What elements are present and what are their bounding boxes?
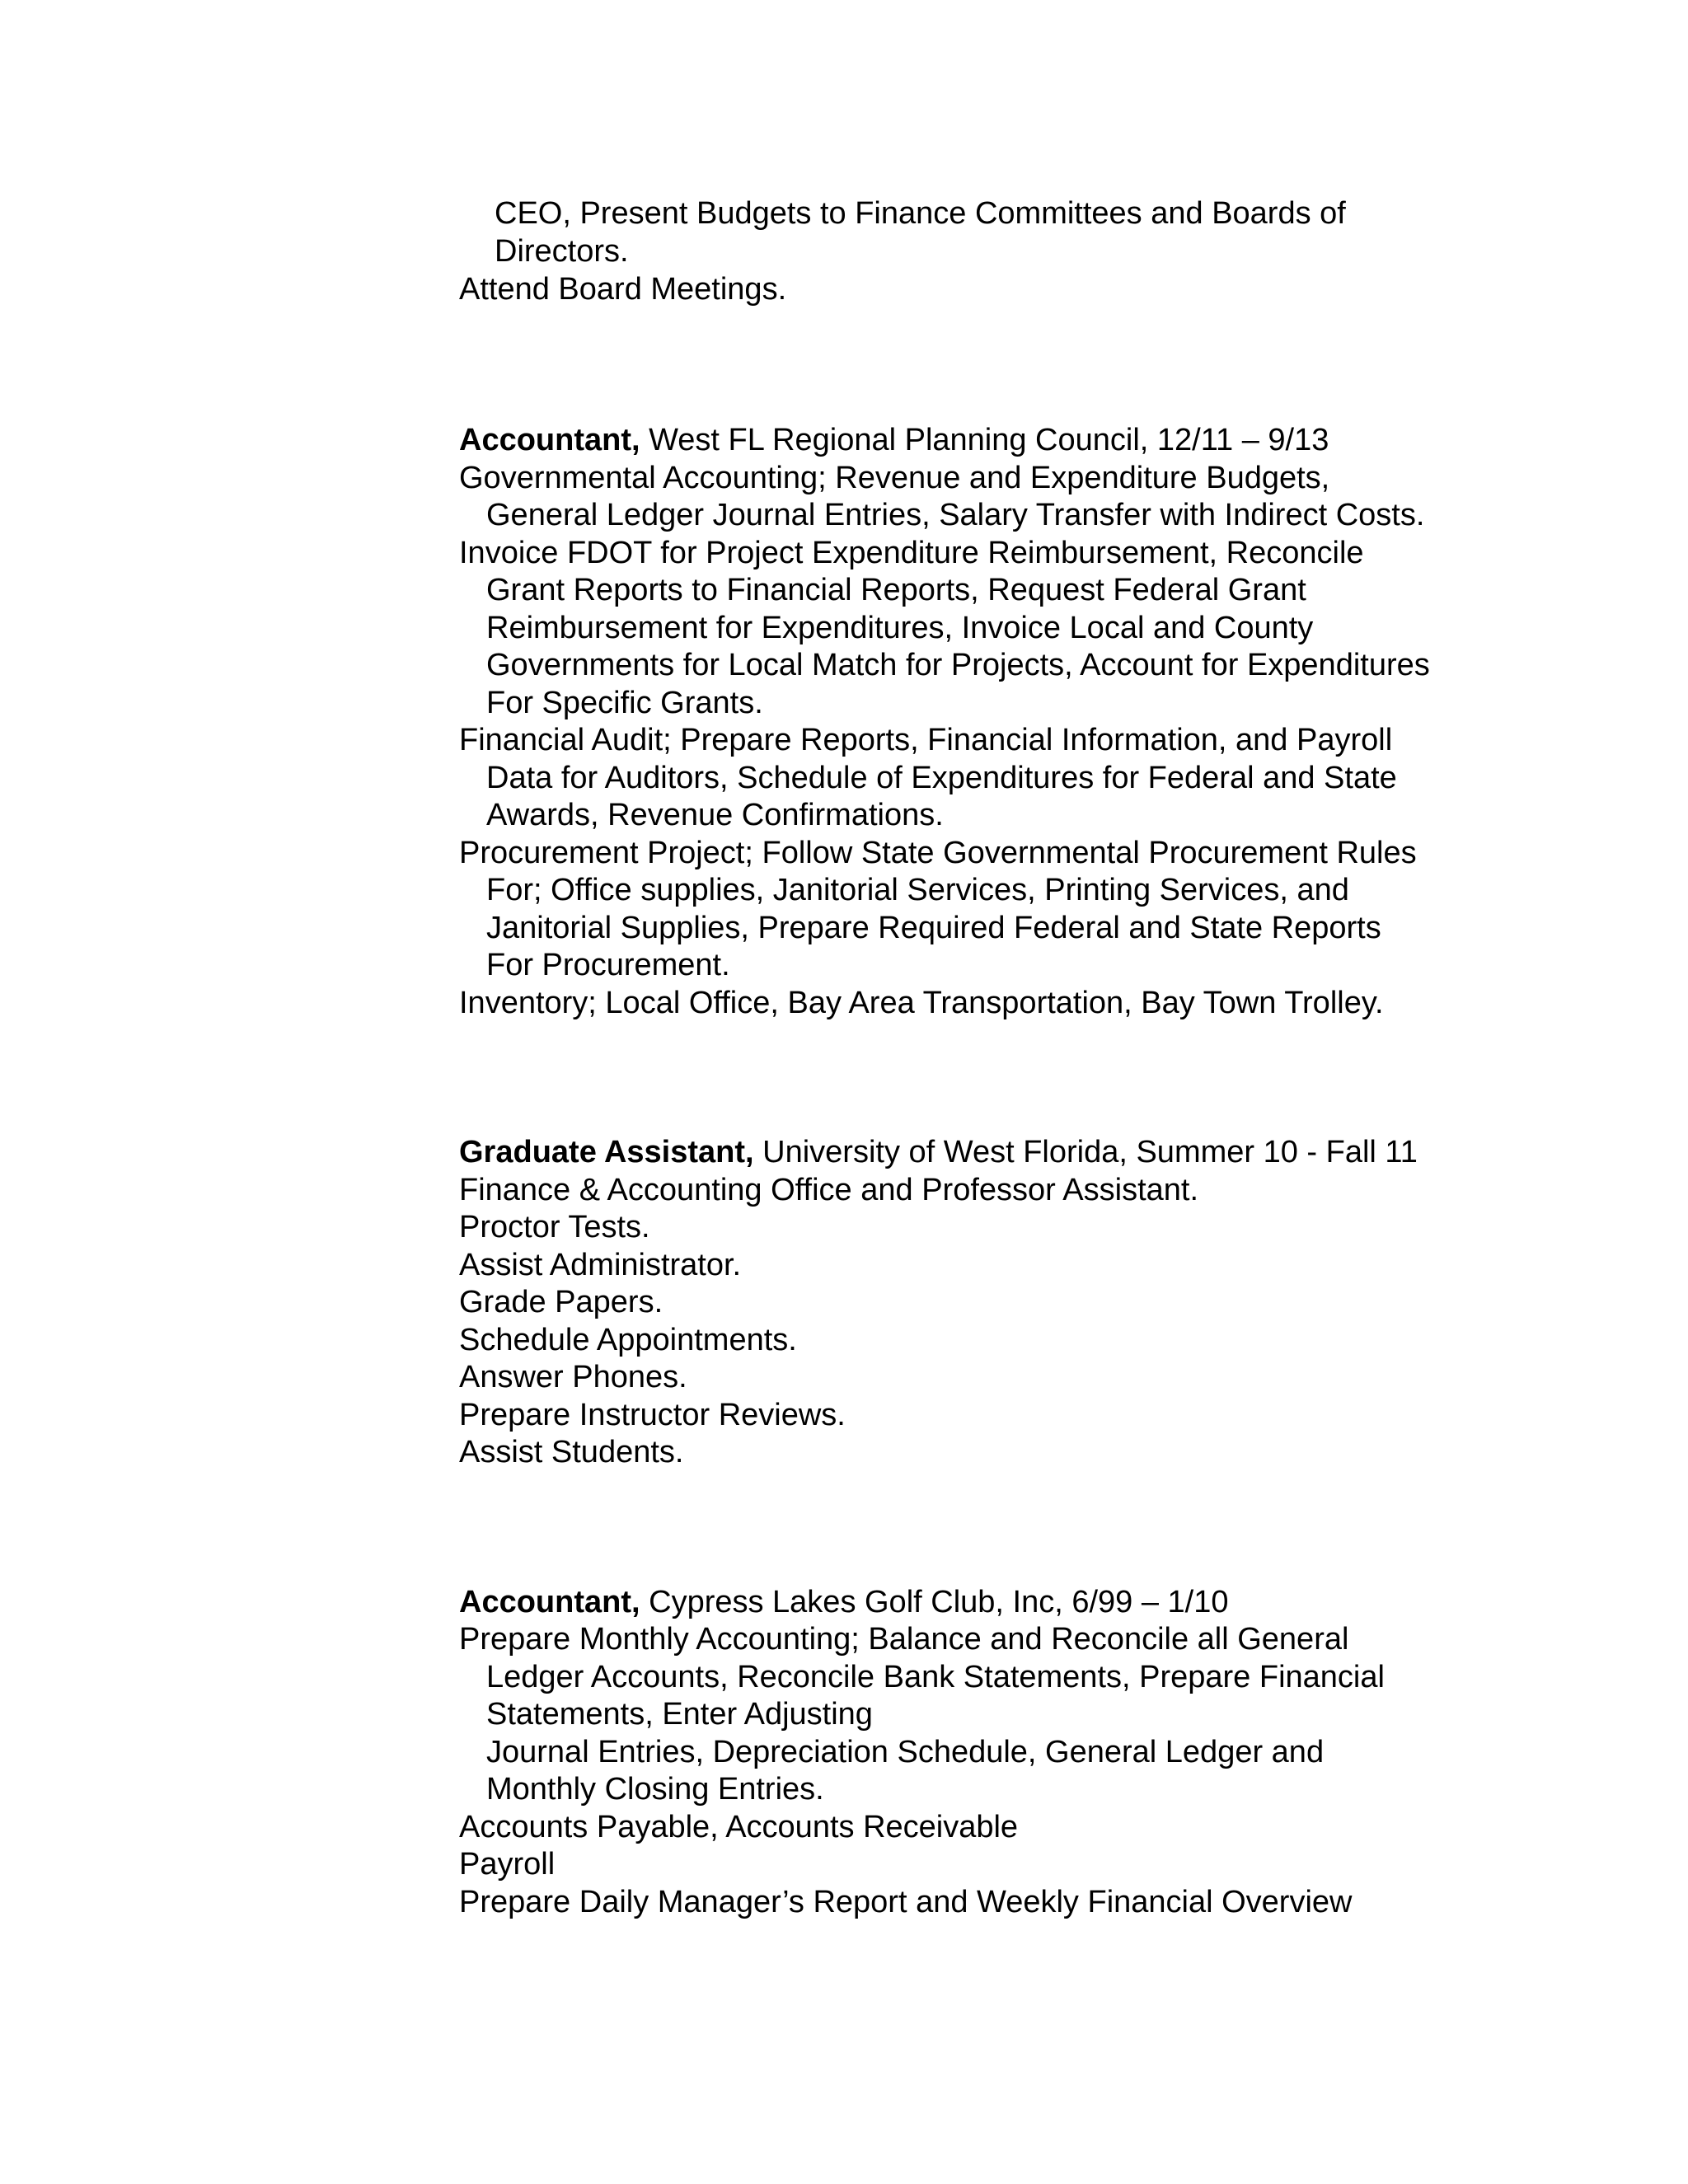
job-duty-line: Assist Students. bbox=[459, 1435, 684, 1469]
job-duty-line: Financial Audit; Prepare Reports, Financial Information, and Payroll bbox=[459, 723, 1393, 757]
intro-line: Attend Board Meetings. bbox=[459, 272, 787, 307]
job-org-dates: Cypress Lakes Golf Club, Inc, 6/99 – 1/10 bbox=[640, 1585, 1229, 1619]
job-duty-line: Governments for Local Match for Projects, Account for Expenditures bbox=[486, 648, 1430, 682]
job-duty-line: Janitorial Supplies, Prepare Required Federal and State Reports bbox=[486, 911, 1381, 945]
job-org-dates: West FL Regional Planning Council, 12/11 – 9/13 bbox=[640, 423, 1329, 457]
job-duty-line: Schedule Appointments. bbox=[459, 1323, 797, 1357]
job-heading bbox=[459, 1133, 1418, 1171]
job-org-dates: University of West Florida, Summer 10 - Fall 11 bbox=[753, 1135, 1418, 1169]
job-duty-line: Statements, Enter Adjusting bbox=[486, 1697, 873, 1732]
job-duty-line: Accounts Payable, Accounts Receivable bbox=[459, 1810, 1019, 1844]
job-duty-line: Procurement Project; Follow State Governmental Procurement Rules bbox=[459, 836, 1417, 870]
job-heading bbox=[459, 1583, 1229, 1621]
job-duty-line: Invoice FDOT for Project Expenditure Reimbursement, Reconcile bbox=[459, 536, 1364, 570]
job-duty-line: Monthly Closing Entries. bbox=[486, 1772, 824, 1807]
job-duty-line: Finance & Accounting Office and Professor Assistant. bbox=[459, 1173, 1199, 1207]
job-duty-line: For; Office supplies, Janitorial Services, Printing Services, and bbox=[486, 873, 1349, 907]
job-duty-line: Proctor Tests. bbox=[459, 1210, 650, 1244]
job-duty-line: Reimbursement for Expenditures, Invoice Local and County bbox=[486, 611, 1314, 645]
job-duty-line: Awards, Revenue Confirmations. bbox=[486, 798, 944, 832]
job-duty-line: Journal Entries, Depreciation Schedule, General Ledger and bbox=[486, 1735, 1325, 1769]
job-duty-line: Prepare Monthly Accounting; Balance and Reconcile all General bbox=[459, 1622, 1349, 1657]
job-duty-line: Governmental Accounting; Revenue and Expenditure Budgets, bbox=[459, 461, 1330, 495]
job-duty-line: Ledger Accounts, Reconcile Bank Statements, Prepare Financial bbox=[486, 1660, 1385, 1694]
job-duty-line: Answer Phones. bbox=[459, 1360, 687, 1394]
intro-line: Directors. bbox=[495, 234, 629, 269]
job-duty-line: Data for Auditors, Schedule of Expenditures for Federal and State bbox=[486, 761, 1397, 795]
job-duty-line: For Procurement. bbox=[486, 948, 730, 982]
job-duty-line: Inventory; Local Office, Bay Area Transportation, Bay Town Trolley. bbox=[459, 986, 1384, 1020]
job-duty-line: General Ledger Journal Entries, Salary Transfer with Indirect Costs. bbox=[486, 498, 1425, 532]
intro-line: CEO, Present Budgets to Finance Committees and Boards of bbox=[495, 196, 1346, 231]
job-duty-line: For Specific Grants. bbox=[486, 686, 763, 720]
job-duty-line: Assist Administrator. bbox=[459, 1248, 742, 1282]
job-heading bbox=[459, 421, 1329, 459]
job-title: Graduate Assistant, bbox=[459, 1135, 754, 1169]
job-duty-line: Prepare Daily Manager’s Report and Weekly Financial Overview bbox=[459, 1885, 1353, 1919]
job-duty-line: Payroll bbox=[459, 1847, 556, 1882]
job-duty-line: Grant Reports to Financial Reports, Request Federal Grant bbox=[486, 573, 1306, 607]
job-title: Accountant, bbox=[459, 1585, 640, 1619]
job-title: Accountant, bbox=[459, 423, 640, 457]
job-duty-line: Grade Papers. bbox=[459, 1285, 663, 1319]
job-duty-line: Prepare Instructor Reviews. bbox=[459, 1398, 846, 1432]
